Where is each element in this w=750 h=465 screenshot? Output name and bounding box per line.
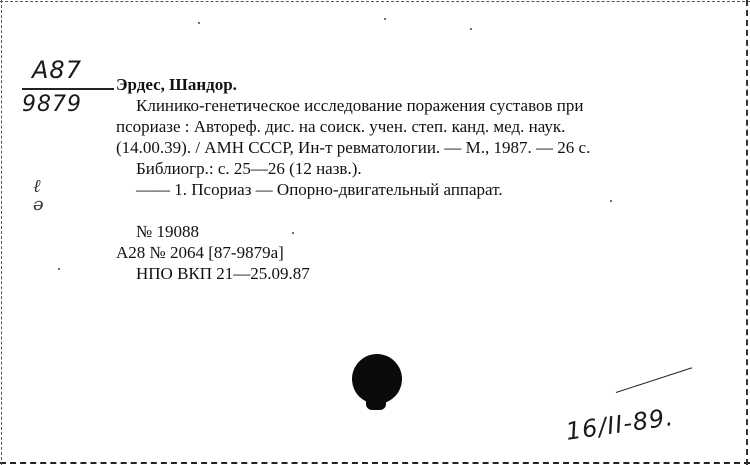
catalog-code: А28 № 2064 [87-9879а] <box>116 243 284 262</box>
paper-speck <box>384 18 386 20</box>
author-name: Эрдес, Шандор. <box>116 75 237 94</box>
handwritten-date: 16/II-89. <box>564 403 676 446</box>
paper-speck <box>292 232 294 234</box>
paper-speck <box>610 200 612 202</box>
card-border-left <box>1 0 2 465</box>
record-number: № 19088 <box>136 222 199 241</box>
handwritten-stroke <box>616 367 692 393</box>
paper-speck <box>198 22 200 24</box>
card-border-right <box>746 0 748 465</box>
title-line-1: Клинико-генетическое исследование поражения суставов при <box>136 96 584 115</box>
paper-speck <box>470 28 472 30</box>
title-line-2: псориазе : Автореф. дис. на соиск. учен. степ. канд. мед. наук. <box>116 117 566 136</box>
shelf-mark-top: A87 <box>32 56 82 84</box>
subject-heading-line: —— 1. Псориаз — Опорно-двигательный аппарат. <box>136 180 503 199</box>
shelf-mark-bottom: 9879 <box>22 92 82 117</box>
card-border-top <box>0 1 750 2</box>
margin-pencil-mark: ℓ ə <box>33 176 44 215</box>
card-punch-hole-tab <box>366 398 386 410</box>
bibliography-line: Библиогр.: с. 25—26 (12 назв.). <box>136 159 362 178</box>
publication-line: (14.00.39). / АМН СССР, Ин-т ревматологии. — М., 1987. — 26 с. <box>116 138 591 157</box>
card-punch-hole <box>352 354 402 404</box>
shelf-mark-divider <box>22 88 114 90</box>
card-border-bottom <box>0 462 750 464</box>
npo-line: НПО ВКП 21—25.09.87 <box>136 264 310 283</box>
paper-speck <box>58 268 60 270</box>
